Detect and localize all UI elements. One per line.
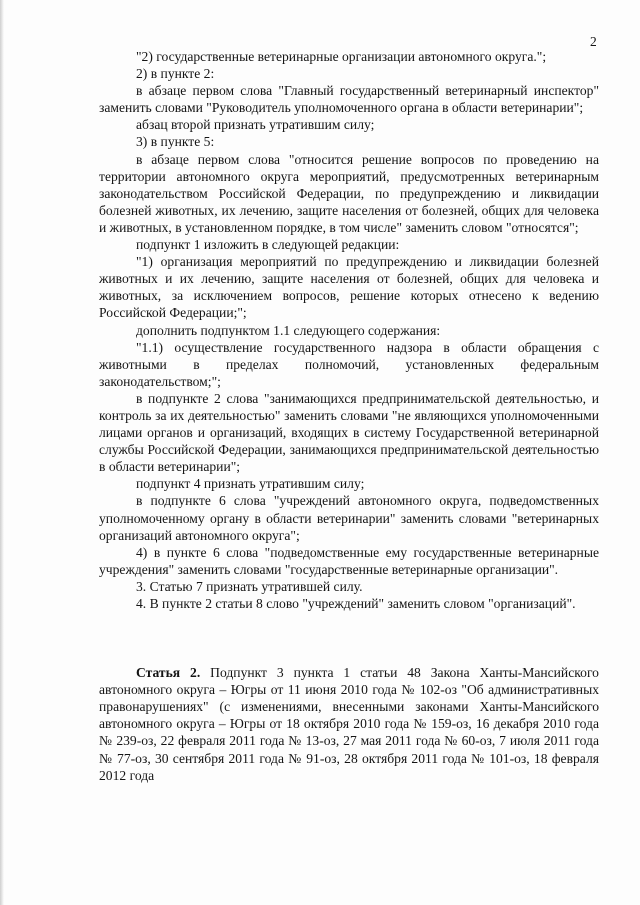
paragraph-9: дополнить подпунктом 1.1 следующего содержания: [136,322,441,338]
paragraph-1: "2) государственные ветеринарные организации автономного округа."; [136,49,547,64]
paragraph-13: в подпункте 6 слова "учреждений автономного округа, подведомственных уполномоченному органу в области ветеринарии" заменить словами "ветеринарных организаций автономного округа"; [99,493,599,543]
paragraph-12: подпункт 4 признать утратившим силу; [136,476,365,492]
paragraph-2: 2) в пункте 2: [136,66,215,82]
article-label: Статья 2. [136,665,201,681]
paragraph-16: 4. В пункте 2 статьи 8 слово "учреждений" заменить словом "организаций". [136,596,576,611]
article-text: Подпункт 3 пункта 1 статьи 48 Закона Ханты-Мансийского автономного округа – Югры от 11 июня 2010 года № 102-оз "Об административных правонарушениях" (с изменениями, внесенными законами Ханты-Мансийского автономного округа – Югры от 18 октября 2010 года № 159-оз, 16 декабря 2010 года № 239-оз, 22 февраля 2011 года № 13-оз, 27 мая 2011 года № 60-оз, 7 июля 2011 года № 77-оз, 30 сентября 2011 года № 91-оз, 28 октября 2011 года № 101-оз, 18 февраля 2012 года [99,665,599,783]
paragraph-8: "1) организация мероприятий по предупреждению и ликвидации болезней животных и их лечению, защите населения от болезней, общих для человека и животных, за исключением вопросов, решение которых отнесено к ведению Российской Федерации;"; [99,254,599,321]
paragraph-3: в абзаце первом слова "Главный государственный ветеринарный инспектор" заменить словами "Руководитель уполномоченного органа в области ветеринарии"; [99,83,599,116]
paragraph-10: "1.1) осуществление государственного надзора в области обращения с животными в пределах полномочий, установленных федеральным законодательством;"; [99,339,599,389]
document-body [99,48,599,784]
scan-edge-shadow [0,0,4,905]
paragraph-14: 4) в пункте 6 слова "подведомственные ему государственные ветеринарные учреждения" заменить словами "государственные ветеринарные организации". [99,544,599,577]
article-2-paragraph [99,664,599,784]
paragraph-11: в подпункте 2 слова "занимающихся предпринимательской деятельностью, и контроль за их деятельностью" заменить словами "не являющихся уполномоченными лицами органов и организаций, входящих в систему Государственной ветеринарной службы Российской Федерации, занимающихся предпринимательской деятельностью в области ветеринарии"; [99,390,599,475]
paragraph-6: в абзаце первом слова "относится решение вопросов по проведению на территории автономного округа мероприятий, предусмотренных ветеринарным законодательством Российской Федерации, по предупреждению и ликвидации болезней животных, их лечению, защите населения от болезней, общих для человека и животных, в установленном порядке, в том числе" заменить словом "относятся"; [99,151,599,235]
paragraph-15: 3. Статью 7 признать утратившей силу. [136,578,363,594]
paragraph-5: 3) в пункте 5: [136,134,215,150]
section-gap [99,612,599,664]
page-number: 2 [590,34,597,49]
paragraph-7: подпункт 1 изложить в следующей редакции: [136,237,400,253]
paragraph-4: абзац второй признать утратившим силу; [136,117,375,133]
